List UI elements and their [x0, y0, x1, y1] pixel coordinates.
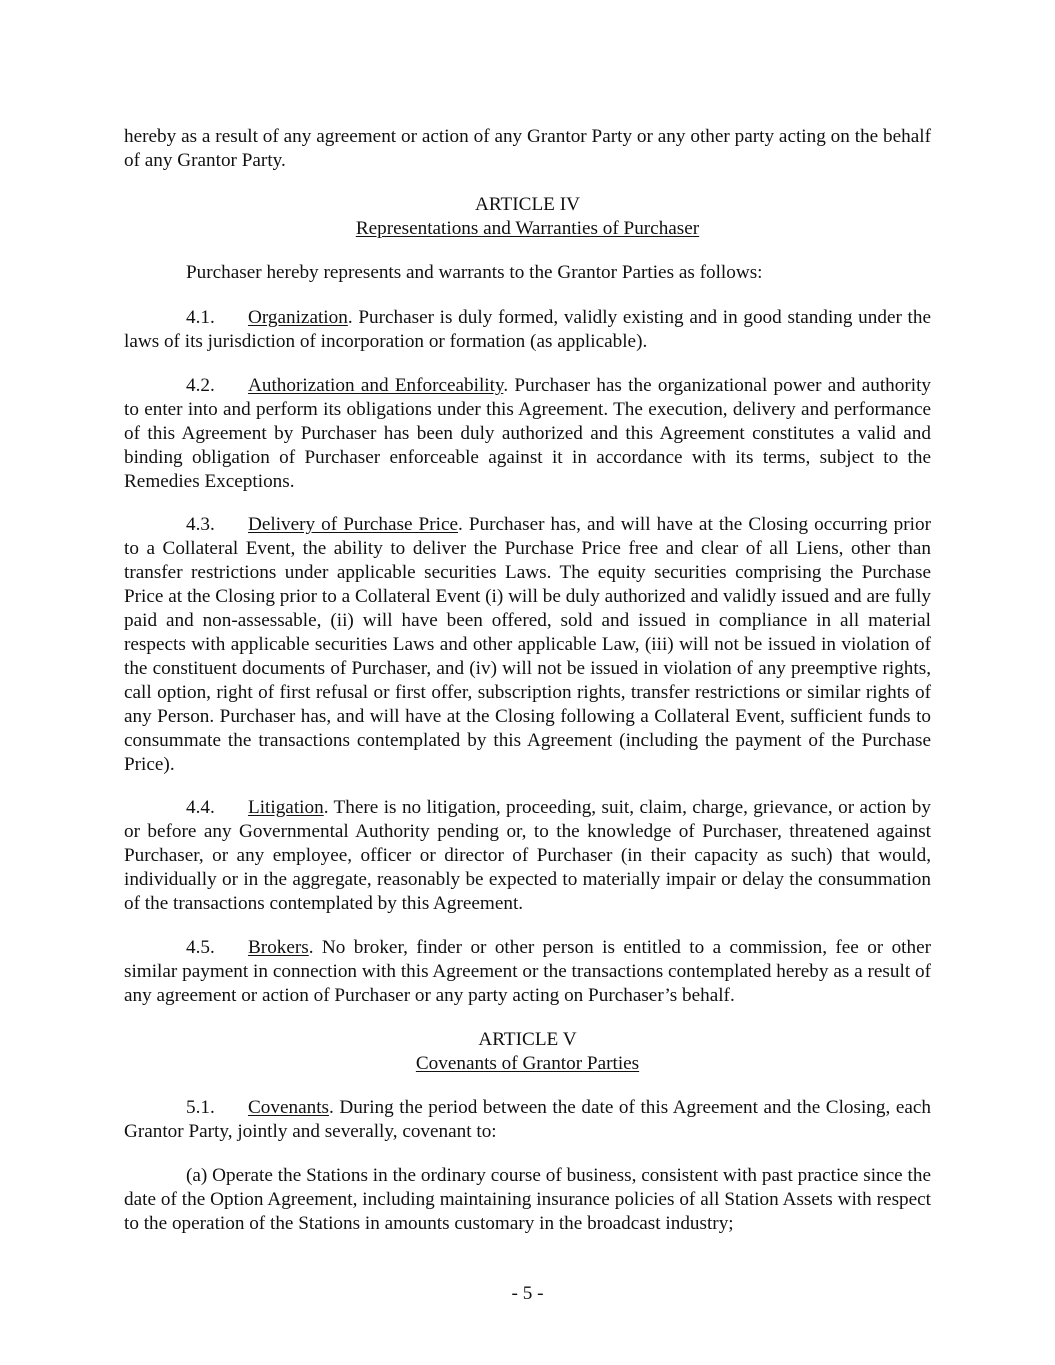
section-5-1 [124, 1096, 931, 1144]
section-heading: Organization [248, 307, 348, 328]
section-text: . Purchaser has the organizational power and authority to enter into and perform its obligations under this Agreement. The execution, delivery and performance of this Agreement by Purchaser has been duly authorized and this Agreement constitutes a valid and binding obligation of Purchaser enforceable against it in accordance with its terms, subject to the Remedies Exceptions. [124, 375, 932, 492]
continued-paragraph: hereby as a result of any agreement or action of any Grantor Party or any other party acting on the behalf of any Grantor Party. [124, 126, 931, 171]
covenant-item-a: (a) Operate the Stations in the ordinary course of business, consistent with past practice since the date of the Option Agreement, including maintaining insurance policies of all Station Assets with respect to the operation of the Stations in amounts customary in the broadcast industry; [124, 1165, 931, 1234]
section-number: 5.1. [186, 1097, 215, 1118]
section-4-3 [124, 513, 931, 777]
section-heading: Brokers [248, 937, 309, 958]
page-number: - 5 - [511, 1283, 544, 1304]
article-subtitle [124, 217, 931, 241]
section-4-2 [124, 374, 931, 494]
article-title: ARTICLE V [478, 1029, 577, 1050]
section-heading: Covenants [248, 1097, 330, 1118]
section-text: . Purchaser has, and will have at the Closing occurring prior to a Collateral Event, the ability to deliver the Purchase Price free and clear of all Liens, other than transfer restrictions under applicable securities Laws. The equity securities comprising the Purchase Price at the Closing prior to a Collateral Event (i) will be duly authorized and validly issued and are fully paid and non-assessable, (ii) will have been offered, sold and issued in compliance in all material respects with applicable securities Laws and other applicable Law, (iii) will not be issued in violation of the constituent documents of Purchaser, and (iv) will not be issued in violation of any preemptive rights, call option, right of first refusal or first offer, subscription rights, transfer restrictions or similar rights of any Person. Purchaser has, and will have at the Closing following a Collateral Event, sufficient funds to consummate the transactions contemplated by this Agreement (including the payment of the Purchase Price). [124, 514, 931, 775]
section-number: 4.5. [186, 937, 215, 958]
section-4-4 [124, 796, 931, 916]
article-subtitle-text: Representations and Warranties of Purchaser [355, 218, 700, 239]
section-heading: Delivery of Purchase Price [248, 514, 458, 535]
section-number: 4.2. [186, 375, 215, 396]
section-4-5 [124, 936, 931, 1008]
section-4-1 [124, 306, 931, 354]
section-number: 4.3. [186, 514, 215, 535]
section-number: 4.1. [186, 307, 215, 328]
article-title: ARTICLE IV [475, 194, 580, 215]
section-text: . During the period between the date of this Agreement and the Closing, each Grantor Party, jointly and severally, covenant to: [124, 1097, 931, 1142]
article-subtitle-text: Covenants of Grantor Parties [415, 1053, 640, 1074]
section-heading: Litigation [248, 797, 324, 818]
article-intro: Purchaser hereby represents and warrants to the Grantor Parties as follows: [186, 262, 763, 283]
article-subtitle [124, 1052, 931, 1076]
section-number: 4.4. [186, 797, 215, 818]
section-text: . Purchaser is duly formed, validly existing and in good standing under the laws of its jurisdiction of incorporation or formation (as applicable). [124, 307, 931, 352]
section-text: . No broker, finder or other person is entitled to a commission, fee or other similar payment in connection with this Agreement or the transactions contemplated hereby as a result of any agreement or action of Purchaser or any party acting on Purchaser’s behalf. [124, 937, 931, 1006]
section-heading: Authorization and Enforceability [248, 375, 504, 396]
section-text: . There is no litigation, proceeding, suit, claim, charge, grievance, or action by or before any Governmental Authority pending or, to the knowledge of Purchaser, threatened against Purchaser, or any employee, officer or director of Purchaser (in their capacity as such) that would, individually or in the aggregate, reasonably be expected to materially impair or delay the consummation of the transactions contemplated by this Agreement. [124, 797, 931, 914]
